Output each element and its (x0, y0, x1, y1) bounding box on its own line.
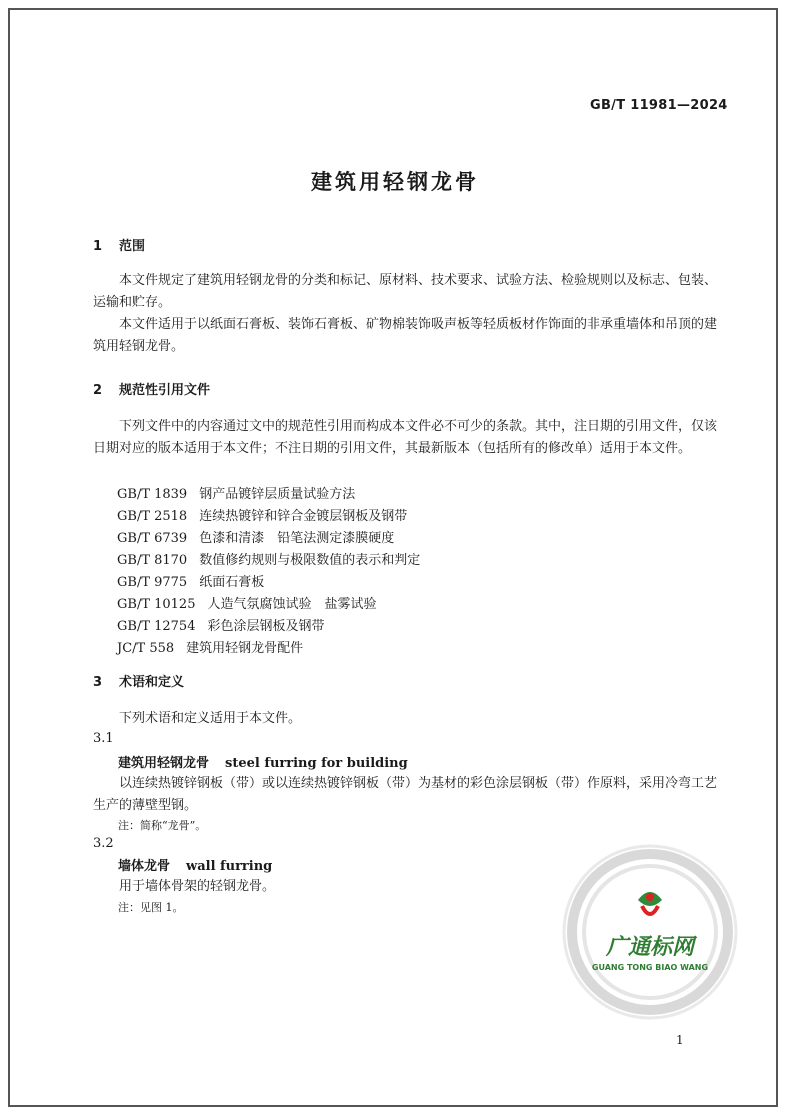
term-heading (118, 855, 272, 874)
reference-item (117, 637, 303, 656)
section-title: 规范性引用文件 (119, 383, 211, 398)
section-1-paragraph-2: 本文件适用于以纸面石膏板、装饰石膏板、矿物棉装饰吸声板等轻质板材作饰面的非承重墙体和吊顶的建筑用轻钢龙骨。 (93, 317, 718, 354)
reference-code: JC/T 558 (117, 641, 175, 656)
term-definition: 以连续热镀锌钢板（带）或以连续热镀锌钢板（带）为基材的彩色涂层钢板（带）作原料，采用冷弯工艺生产的薄壁型钢。 (93, 776, 718, 813)
term-note: 注：简称“龙骨”。 (118, 819, 207, 832)
reference-code: GB/T 2518 (117, 509, 188, 524)
term-chinese: 墙体龙骨 (118, 859, 171, 874)
logo-icon (638, 892, 662, 914)
page-number: 1 (676, 1033, 684, 1047)
section-title: 范围 (119, 239, 146, 254)
reference-code: GB/T 1839 (117, 487, 188, 502)
section-number: 2 (93, 383, 103, 398)
reference-item (117, 593, 377, 612)
reference-item (117, 505, 407, 524)
reference-item (117, 615, 325, 634)
reference-item (117, 527, 394, 546)
section-number: 1 (93, 239, 103, 254)
reference-title: 数值修约规则与极限数值的表示和判定 (199, 553, 421, 568)
term-definition: 用于墙体骨架的轻钢龙骨。 (119, 879, 276, 894)
term-chinese: 建筑用轻钢龙骨 (118, 756, 210, 771)
reference-code: GB/T 9775 (117, 575, 188, 590)
reference-title: 钢产品镀锌层质量试验方法 (199, 487, 356, 502)
reference-title: 彩色涂层钢板及钢带 (207, 619, 325, 634)
section-1-paragraph-1: 本文件规定了建筑用轻钢龙骨的分类和标记、原材料、技术要求、试验方法、检验规则以及标志、包装、运输和贮存。 (93, 273, 718, 310)
section-2-heading (93, 379, 210, 398)
term-note: 注：见图 1。 (118, 901, 184, 914)
reference-title: 建筑用轻钢龙骨配件 (186, 641, 304, 656)
document-id: GB/T 11981—2024 (590, 98, 728, 113)
section-3-intro: 下列术语和定义适用于本文件。 (119, 711, 302, 726)
reference-title: 纸面石膏板 (199, 575, 265, 590)
section-title: 术语和定义 (119, 675, 185, 690)
term-number: 3.2 (93, 836, 114, 851)
reference-item (117, 483, 355, 502)
watermark-stamp (560, 842, 740, 1022)
section-1-heading (93, 235, 145, 254)
reference-code: GB/T 6739 (117, 531, 188, 546)
page-title: 建筑用轻钢龙骨 (311, 170, 479, 194)
section-2-intro: 下列文件中的内容通过文中的规范性引用而构成本文件必不可少的条款。其中，注日期的引用文件，仅该日期对应的版本适用于本文件；不注日期的引用文件，其最新版本（包括所有的修改单）适用于本文件。 (93, 419, 718, 456)
reference-code: GB/T 10125 (117, 597, 196, 612)
stamp-chinese: 广通标网 (605, 935, 695, 960)
term-number: 3.1 (93, 731, 114, 746)
term-english: wall furring (186, 859, 273, 874)
reference-item (117, 549, 420, 568)
reference-item (117, 571, 264, 590)
section-3-heading (93, 671, 184, 690)
reference-code: GB/T 8170 (117, 553, 188, 568)
term-heading (118, 752, 408, 771)
term-english: steel furring for building (225, 756, 408, 771)
stamp-english: GUANG TONG BIAO WANG (591, 963, 709, 972)
reference-title: 连续热镀锌和锌合金镀层钢板及钢带 (199, 509, 408, 524)
section-number: 3 (93, 675, 103, 690)
reference-code: GB/T 12754 (117, 619, 196, 634)
reference-title: 人造气氛腐蚀试验 盐雾试验 (207, 597, 377, 612)
reference-title: 色漆和清漆 铅笔法测定漆膜硬度 (199, 531, 395, 546)
